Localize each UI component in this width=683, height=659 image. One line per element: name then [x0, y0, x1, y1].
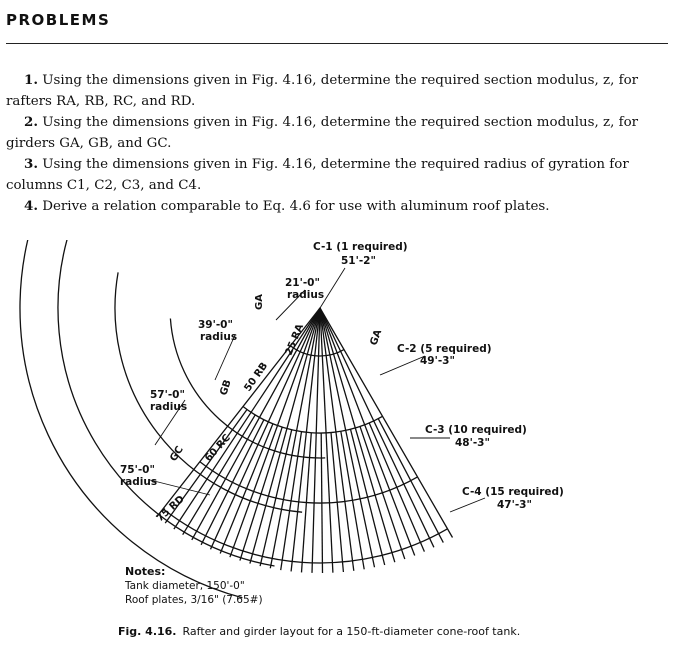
radius-21-unit: radius [287, 289, 325, 301]
problem-item: 2. Using the dimensions given in Fig. 4.16, determine the required section modulus, z, for girders GA, GB, and GC. [6, 114, 639, 151]
caption-text: Rafter and girder layout for a 150-ft-diameter cone-roof tank. [182, 625, 521, 638]
rafter-rc-label: 60 RC [203, 432, 233, 465]
rafter-line [250, 308, 320, 564]
girder-gb-label: GB [218, 378, 234, 397]
radius-75-value: 75'-0" [120, 464, 155, 476]
radius-57-unit: radius [150, 401, 188, 413]
radius-39-value: 39'-0" [198, 319, 233, 331]
rafter-ra-label: 25 RA [283, 322, 307, 358]
radius-39-unit: radius [200, 331, 238, 343]
column-c2-label: C-2 (5 required) [397, 343, 492, 355]
column-c2-dim: 49'-3" [420, 355, 455, 367]
section-heading: PROBLEMS [6, 11, 111, 29]
column-c4-dim: 47'-3" [497, 499, 532, 511]
figure-notes [125, 565, 263, 607]
girder-ga-label-right: GA [368, 328, 385, 348]
figure-4-16 [0, 240, 683, 629]
rafter-line [211, 308, 321, 549]
radius-57-value: 57'-0" [150, 389, 185, 401]
column-c3-dim: 48'-3" [455, 437, 490, 449]
notes-roof-plates: Roof plates, 3/16" (7.65#) [125, 594, 263, 606]
notes-tank-diameter: Tank diameter, 150'-0" [125, 580, 245, 592]
girder-gc-label: GC [168, 444, 186, 464]
leader-line [320, 268, 345, 308]
radius-21-value: 21'-0" [285, 277, 320, 289]
figure-caption [118, 624, 588, 640]
outer-rafter-line [321, 433, 322, 573]
problem-item: 1. Using the dimensions given in Fig. 4.16, determine the required section modulus, z, for rafters RA, RB, RC, and RD. [6, 72, 639, 109]
radius-dimension-arc-4 [20, 240, 242, 598]
heading-rule [6, 43, 668, 44]
rafter-girder-diagram [0, 240, 683, 625]
radius-75-unit: radius [120, 476, 158, 488]
notes-title: Notes: [125, 565, 166, 578]
problem-item: 4. Derive a relation comparable to Eq. 4.6 for use with aluminum roof plates. [24, 198, 550, 214]
column-c3-label: C-3 (10 required) [425, 424, 527, 436]
problem-item: 3. Using the dimensions given in Fig. 4.16, determine the required radius of gyration for columns C1, C2, C3, and C4. [6, 156, 629, 193]
problem-list [6, 70, 670, 217]
rafter-line [320, 308, 354, 571]
rafter-line [320, 308, 375, 567]
caption-number: Fig. 4.16. [118, 625, 177, 638]
girder-ga-label-left: GA [254, 294, 265, 310]
rafter-rd-label: 75 RD [154, 493, 187, 525]
column-c1-dim: 51'-2" [341, 255, 376, 267]
column-c4-label: C-4 (15 required) [462, 486, 564, 498]
leader-line [450, 498, 485, 512]
outer-rafter-line [378, 419, 443, 543]
rafter-rb-label: 50 RB [242, 360, 271, 394]
column-c1-label: C-1 (1 required) [313, 241, 408, 253]
outer-rafter-line [260, 430, 292, 566]
outer-rafter-line [201, 420, 264, 545]
leader-line [380, 356, 425, 375]
